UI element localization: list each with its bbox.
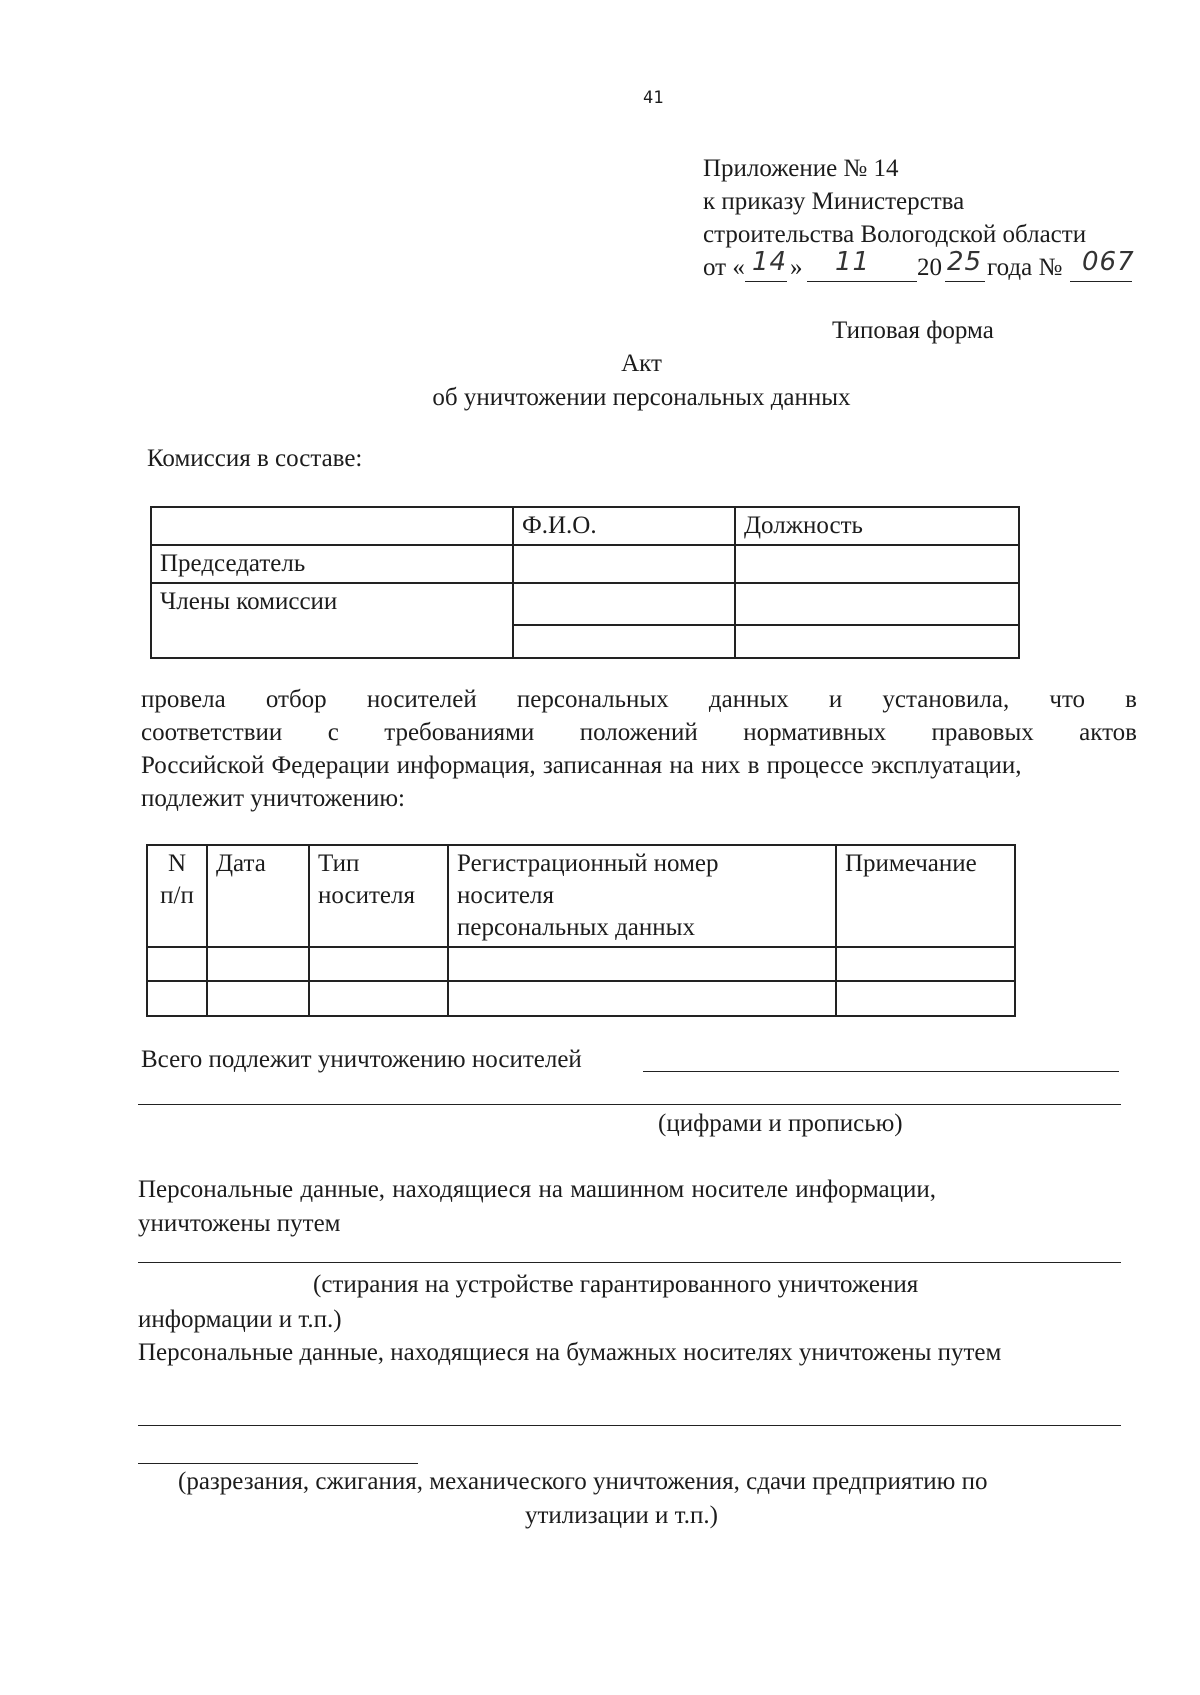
total-underline <box>643 1071 1119 1072</box>
member-position-cell <box>735 583 1019 625</box>
table-cell <box>207 947 309 981</box>
paper-underline-short <box>138 1463 418 1464</box>
header-note-line: Примечание <box>845 850 977 877</box>
header-date-line: Дата <box>216 850 266 877</box>
header-note <box>836 845 1015 947</box>
member-fio-cell <box>513 625 735 658</box>
header-type-line: носителя <box>318 882 415 909</box>
media-table <box>146 844 1016 1017</box>
paragraph-line: провела отбор носителей персональных данных и установила, что в <box>141 686 1137 713</box>
handwritten-year: 25 <box>947 247 983 277</box>
table-cell <box>147 947 207 981</box>
paragraph-line: соответствии с требованиями положений нормативных правовых актов <box>141 719 1137 746</box>
year-underline <box>945 281 985 282</box>
chairman-fio-cell <box>513 545 735 583</box>
header-reg-number-line: носителя <box>457 882 554 909</box>
chairman-label: Председатель <box>151 545 513 583</box>
chairman-position-cell <box>735 545 1019 583</box>
appendix-order-line: к приказу Министерства <box>703 188 965 215</box>
paper-underline <box>138 1425 1121 1426</box>
header-reg-number <box>448 845 836 947</box>
month-underline <box>807 281 917 282</box>
appendix-quote-close: » <box>790 254 803 281</box>
paragraph-line: подлежит уничтожению: <box>141 785 406 812</box>
paper-hint: (разрезания, сжигания, механического уничтожения, сдачи предприятию по <box>178 1468 988 1495</box>
table-cell <box>309 981 448 1016</box>
commission-table <box>150 506 1020 659</box>
number-underline <box>1070 281 1132 282</box>
table-cell <box>836 947 1015 981</box>
commission-header-position: Должность <box>735 507 1019 545</box>
commission-header-fio: Ф.И.О. <box>513 507 735 545</box>
table-cell <box>207 981 309 1016</box>
act-subtitle: об уничтожении персональных данных <box>432 384 851 411</box>
header-type <box>309 845 448 947</box>
paragraph-line: Российской Федерации информация, записанная на них в процессе эксплуатации, <box>141 752 1022 779</box>
handwritten-number: 067 <box>1082 247 1135 277</box>
machine-text-line: Персональные данные, находящиеся на машинном носителе информации, <box>138 1176 937 1203</box>
appendix-date-prefix: от « <box>703 254 745 281</box>
table-cell <box>309 947 448 981</box>
header-number-line: N <box>167 850 187 877</box>
header-date <box>207 845 309 947</box>
appendix-year-prefix: 20 <box>917 254 942 281</box>
commission-header-empty <box>151 507 513 545</box>
handwritten-day: 14 <box>752 247 788 277</box>
total-hint: (цифрами и прописью) <box>658 1110 903 1137</box>
machine-hint: (стирания на устройстве гарантированного уничтожения <box>313 1271 919 1298</box>
header-reg-number-line: Регистрационный номер <box>457 850 719 877</box>
form-type: Типовая форма <box>832 317 994 344</box>
machine-underline <box>138 1262 1121 1263</box>
total-label: Всего подлежит уничтожению носителей <box>141 1046 582 1073</box>
members-label: Члены комиссии <box>151 583 513 658</box>
act-title: Акт <box>621 350 662 377</box>
appendix-title: Приложение № 14 <box>703 155 899 182</box>
header-type-line: Тип <box>318 850 360 877</box>
header-reg-number-line: персональных данных <box>457 914 695 941</box>
table-cell <box>836 981 1015 1016</box>
paper-text-line: Персональные данные, находящиеся на бумажных носителях уничтожены путем <box>138 1339 1002 1366</box>
table-cell <box>147 981 207 1016</box>
header-number <box>147 845 207 947</box>
table-cell <box>448 981 836 1016</box>
machine-hint-cont: информации и т.п.) <box>138 1306 342 1333</box>
table-row <box>147 947 1015 981</box>
total-underline-2 <box>138 1104 1121 1105</box>
page-number: 41 <box>643 88 664 108</box>
handwritten-month: 11 <box>835 247 871 277</box>
member-position-cell <box>735 625 1019 658</box>
paper-hint-cont: утилизации и т.п.) <box>525 1502 718 1529</box>
machine-text-line: уничтожены путем <box>138 1210 341 1237</box>
table-row <box>147 981 1015 1016</box>
header-number-line: п/п <box>160 882 194 909</box>
table-cell <box>448 947 836 981</box>
member-fio-cell <box>513 583 735 625</box>
appendix-year-word: года № <box>987 254 1063 281</box>
commission-label: Комиссия в составе: <box>147 445 363 472</box>
day-underline <box>745 281 787 282</box>
appendix-ministry-line: строительства Вологодской области <box>703 221 1087 248</box>
